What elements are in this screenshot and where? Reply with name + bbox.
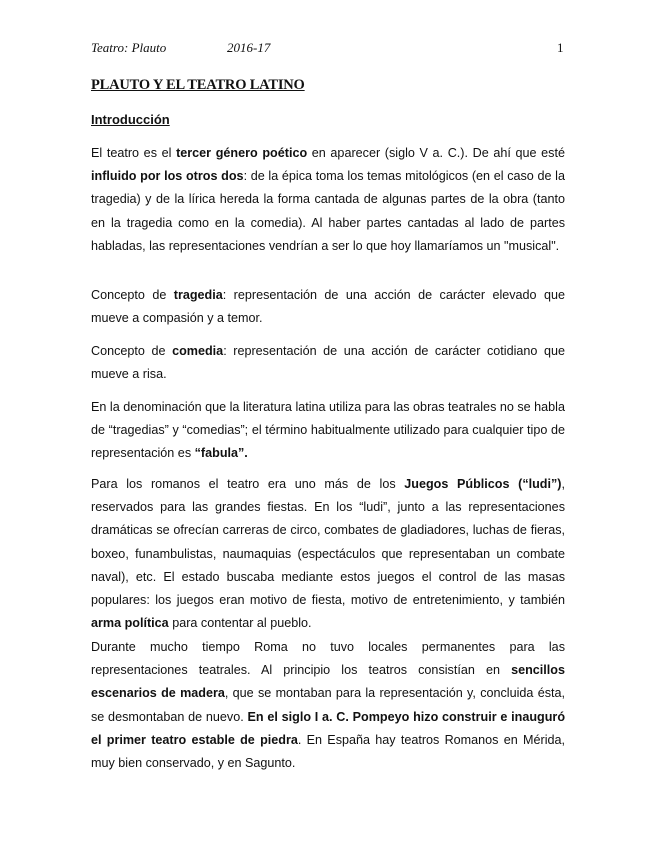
bold-run: “fabula”. [194, 446, 248, 461]
header-subject: Teatro: Plauto [91, 40, 167, 55]
text-run: Concepto de [91, 288, 174, 302]
bold-run: sencillos escenarios de madera [91, 663, 565, 701]
bold-run: comedia [172, 344, 224, 358]
text-run: , que se montaban para la representación y, concluida ésta, se desmontaban de nuevo. [91, 686, 565, 724]
text-run: Para los romanos el teatro era uno más de los [91, 477, 405, 491]
bold-run: tercer género poético [176, 146, 308, 160]
paragraph-comedia [91, 340, 565, 386]
bold-run: tragedia [173, 288, 223, 302]
text-run: , reservados para las grandes fiestas. En los “ludi”, junto a las representaciones dramáticas se ofrecían carreras de circo, combates de gladiadores, luchas de fieras, boxeo, funambulistas, naumaquias (espectáculos que representaban un combate naval), etc. El estado buscaba mediante estos juegos el control de las masas populares: los juegos eran motivo de fiesta, motivo de entretenimiento, y también [91, 477, 565, 608]
bold-run: influido por los otros dos [91, 169, 244, 184]
text-run: para contentar al pueblo. [168, 616, 312, 631]
section-heading: Introducción [91, 112, 170, 127]
page-number: 1 [557, 40, 564, 55]
paragraph-fabula [91, 396, 565, 466]
bold-run: En el siglo I a. C. Pompeyo hizo construir e inauguró el primer teatro estable de piedra [91, 709, 566, 747]
paragraph-ludi [91, 473, 565, 635]
text-run: : de la épica toma los temas mitológicos (en el caso de la tragedia) y de la lírica hereda la forma cantada de algunas partes de la obra (tanto en la tragedia como en la comedia). Al haber partes cantadas al lado de partes habladas, las representaciones vendrían a ser lo que hoy llamaríamos un "musical". [91, 169, 565, 253]
text-run: El teatro es el [91, 146, 177, 160]
bold-run: arma política [91, 616, 169, 631]
paragraph-teatros [91, 636, 565, 775]
paragraph-intro [91, 142, 565, 258]
header-year: 2016-17 [227, 40, 271, 55]
text-run: En la denominación que la literatura latina utiliza para las obras teatrales no se habla de “tragedias” y “comedias”; el término habitualmente utilizado para cualquier tipo de representación es [91, 400, 565, 461]
text-run: Durante mucho tiempo Roma no tuvo locales permanentes para las representaciones teatrales. Al principio los teatros consistían en [91, 640, 565, 678]
text-run: Concepto de [91, 344, 173, 358]
page-title: PLAUTO Y EL TEATRO LATINO [91, 77, 305, 93]
text-run: . En España hay teatros Romanos en Mérida, muy bien conservado, y en Sagunto. [91, 732, 565, 771]
paragraph-tragedia [91, 284, 565, 330]
text-run: : representación de una acción de carácter elevado que mueve a compasión y a temor. [91, 288, 565, 326]
text-run: : representación de una acción de carácter cotidiano que mueve a risa. [91, 344, 566, 382]
text-run: en aparecer (siglo V a. C.). De ahí que esté [307, 146, 565, 160]
bold-run: Juegos Públicos (“ludi”) [404, 477, 562, 491]
